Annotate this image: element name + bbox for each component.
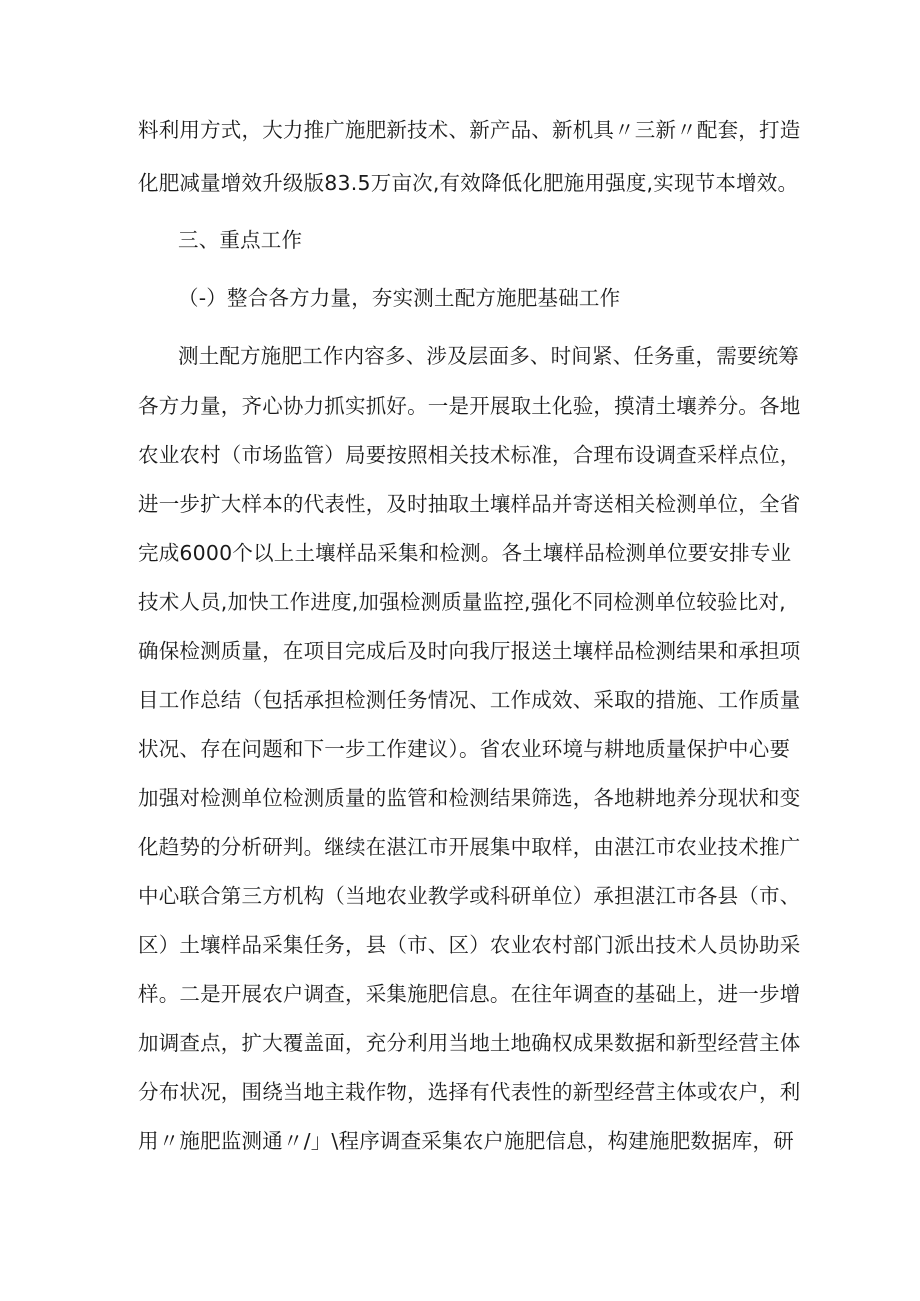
body-line-4: 进一步扩大样本的代表性，及时抽取土壤样品并寄送相关检测单位，全省 xyxy=(138,492,801,516)
body-line-16: 分布状况，围绕当地主栽作物，选择有代表性的新型经营主体或农户，利 xyxy=(138,1080,801,1104)
body-line-11: 化趋势的分析研判。继续在湛江市开展集中取样，由湛江市农业技术推广 xyxy=(138,835,801,859)
body-line-12: 中心联合第三方机构（当地农业教学或科研单位）承担湛江市各县（市、 xyxy=(138,884,801,908)
body-line-10: 加强对检测单位检测质量的监管和检测结果筛选，各地耕地养分现状和变 xyxy=(138,786,801,810)
intro-line-1: 料利用方式，大力推广施肥新技术、新产品、新机具〃三新〃配套，打造 xyxy=(138,118,801,142)
intro-line-2: 化肥减量增效升级版83.5万亩次,有效降低化肥施用强度,实现节本增效。 xyxy=(138,171,799,195)
body-line-8: 目工作总结（包括承担检测任务情况、工作成效、采取的措施、工作质量 xyxy=(138,688,801,712)
body-line-14: 样。二是开展农户调查，采集施肥信息。在往年调查的基础上，进一步增 xyxy=(138,982,801,1006)
body-line-7: 确保检测质量，在项目完成后及时向我厅报送土壤样品检测结果和承担项 xyxy=(138,639,801,663)
body-line-9: 状况、存在问题和下一步工作建议）。省农业环境与耕地质量保护中心要 xyxy=(138,737,791,761)
body-line-1: 测土配方施肥工作内容多、涉及层面多、时间紧、任务重，需要统筹 xyxy=(178,344,799,368)
body-line-5: 完成6000个以上土壤样品采集和检测。各土壤样品检测单位要安排专业 xyxy=(138,541,792,565)
body-line-6: 技术人员,加快工作进度,加强检测质量监控,强化不同检测单位较验比对, xyxy=(138,590,786,614)
body-line-13: 区）土壤样品采集任务，县（市、区）农业农村部门派出技术人员协助采 xyxy=(138,933,801,957)
body-line-17: 用〃施肥监测通〃/」\程序调查采集农户施肥信息，构建施肥数据库，研 xyxy=(138,1129,794,1153)
body-line-3: 农业农村（市场监管）局要按照相关技术标准，合理布设调查采样点位， xyxy=(138,443,801,467)
body-line-2: 各方力量，齐心协力抓实抓好。一是开展取土化验，摸清土壤养分。各地 xyxy=(138,394,801,418)
subsection-heading: （-）整合各方力量，夯实测土配方施肥基础工作 xyxy=(178,286,621,310)
section-heading: 三、重点工作 xyxy=(178,228,303,252)
body-line-15: 加调查点，扩大覆盖面，充分利用当地土地确权成果数据和新型经营主体 xyxy=(138,1031,801,1055)
